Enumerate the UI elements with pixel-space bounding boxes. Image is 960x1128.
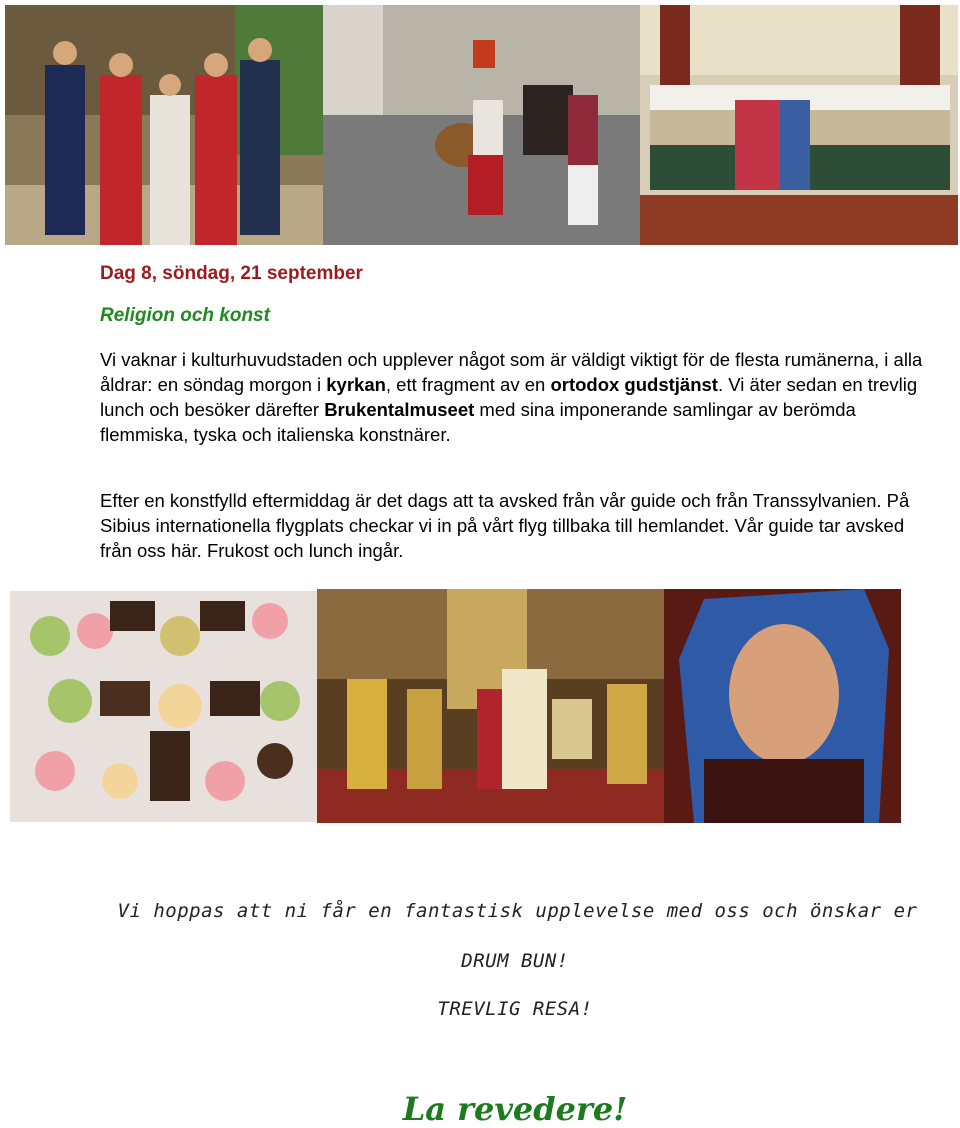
photo-drummer-parade: [323, 5, 640, 245]
para1-bold-museum: Brukentalmuseet: [324, 399, 475, 420]
closing-drum-bun: DRUM BUN!: [461, 950, 569, 972]
photo-pastries: [10, 591, 317, 822]
photo-portrait-painting: [664, 589, 901, 823]
closing-trevlig-resa: TREVLIG RESA!: [437, 998, 593, 1020]
para1-bold-gudstjanst: ortodox gudstjänst: [550, 374, 718, 395]
paragraph-departure: Efter en konstfylld eftermiddag är det dags att ta avsked från vår guide och från Transsylvanien. På Sibius internationella flygplats checkar vi in på vårt flyg tillbaka till hemlandet. Vår guide tar avsked från oss här. Frukost och lunch ingår.: [100, 490, 910, 561]
para1-text-2: , ett fragment av en: [385, 374, 551, 395]
day-heading: Dag 8, söndag, 21 september: [100, 263, 363, 284]
paragraph-itinerary: [100, 347, 930, 447]
section-title: Religion och konst: [100, 305, 270, 326]
photo-folk-costumes: [5, 5, 323, 245]
para1-text-4: med sina imponerande samlingar av berömda flemmiska, tyska och italienska konstnärer.: [100, 399, 856, 445]
para1-bold-kyrkan: kyrkan: [326, 374, 386, 395]
para1-text-3: . Vi äter sedan en trevlig lunch och besöker därefter: [100, 374, 918, 420]
photo-dance-group: [640, 5, 958, 245]
para1-text-1: Vi vaknar i kulturhuvudstaden och upplever något som är väldigt viktigt för de flesta rumänerna, i alla åldrar: en söndag morgon i: [100, 349, 923, 395]
photo-orthodox-service: [317, 589, 664, 823]
closing-wish: Vi hoppas att ni får en fantastisk upplevelse med oss och önskar er: [117, 900, 918, 922]
farewell-text: La revedere!: [402, 1090, 628, 1128]
